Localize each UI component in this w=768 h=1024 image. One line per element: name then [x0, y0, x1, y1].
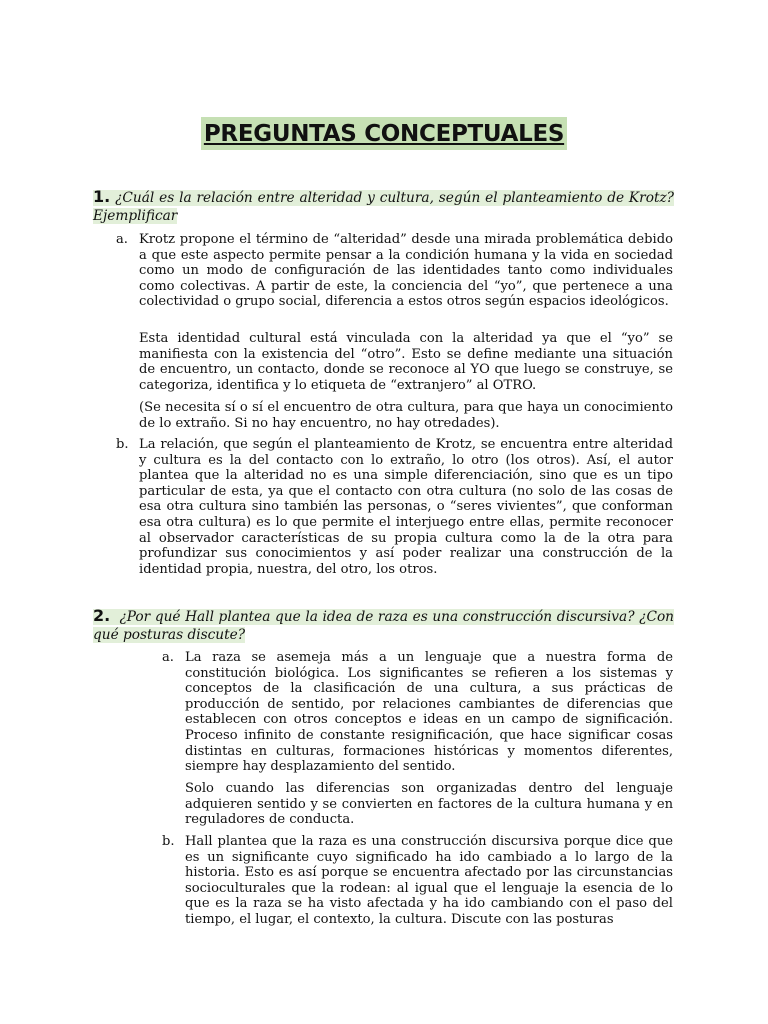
item-text: Hall plantea que la raza es una construcción discursiva porque dice que es un significante cuyo significado ha ido cambiado a lo largo de la historia. Esto es así porque se encuentra afectado por las circunstancias socioculturales que la rodean: al igual que el lenguaje la esencia de lo que es la raza se ha visto afectada y ha ido cambiando con el paso del tiempo, el lugar, el contexto, la cultura. Discute con las posturas	[185, 834, 673, 927]
question-1	[93, 188, 674, 225]
question-2	[93, 607, 674, 644]
paragraph-text: Solo cuando las diferencias son organizadas dentro del lenguaje adquieren sentido y se convierten en factores de la cultura humana y en reguladores de conducta.	[185, 781, 673, 828]
question-1-number: 1.	[93, 187, 111, 206]
question-2-paragraph-1	[185, 781, 673, 828]
paragraph-text: (Se necesita sí o sí el encuentro de otra cultura, para que haya un conocimiento de lo extraño. Si no hay encuentro, no hay otredades).	[139, 400, 673, 431]
question-1-text: ¿Cuál es la relación entre alteridad y cultura, según el planteamiento de Krotz? Ejemplificar	[93, 190, 674, 224]
item-label: a.	[162, 650, 174, 665]
question-1-item-a	[116, 232, 673, 310]
document-title: PREGUNTAS CONCEPTUALES	[201, 117, 567, 150]
question-1-paragraph-1	[139, 331, 673, 393]
question-1-paragraph-2	[139, 400, 673, 431]
question-2-item-a	[162, 650, 673, 775]
question-2-item-b	[162, 834, 673, 928]
paragraph-text: Esta identidad cultural está vinculada con la alteridad ya que el “yo” se manifiesta con la existencia del “otro”. Esto se define mediante una situación de encuentro, un contacto, donde se reconoce al YO que luego se construye, se categoriza, identifica y lo etiqueta de “extranjero” al OTRO.	[139, 331, 673, 393]
item-text: La relación, que según el planteamiento de Krotz, se encuentra entre alteridad y cultura es la del contacto con lo extraño, lo otro (los otros). Así, el autor plantea que la alteridad no es una simple diferenciación, sino que es un tipo particular de esta, ya que el contacto con otra cultura (no solo de las cosas de esa otra cultura sino también las personas, o “seres vivientes”, que conforman esa otra cultura) es lo que permite el interjuego entre ellas, permite reconocer al observador características de su propia cultura como la de la otra para profundizar sus conocimientos y así poder realizar una construcción de la identidad propia, nuestra, del otro, los otros.	[139, 437, 673, 577]
item-text: La raza se asemeja más a un lenguaje que a nuestra forma de constitución biológica. Los significantes se refieren a los sistemas y conceptos de la clasificación de una cultura, a sus prácticas de producción de sentido, por relaciones cambiantes de diferencias que establecen con otros conceptos e ideas en un campo de significación. Proceso infinito de constante resignificación, que hace significar cosas distintas en culturas, formaciones históricas y momentos diferentes, siempre hay desplazamiento del sentido.	[185, 650, 673, 775]
question-2-number: 2.	[93, 606, 111, 625]
item-label: b.	[162, 834, 175, 849]
item-text: Krotz propone el término de “alteridad” desde una mirada problemática debido a que este aspecto permite pensar a la condición humana y la vida en sociedad como un modo de configuración de las identidades tanto como individuales como colectivas. A partir de este, la conciencia del “yo”, que pertenece a una colectividad o grupo social, diferencia a estos otros según espacios ideológicos.	[139, 232, 673, 310]
question-1-item-b	[116, 437, 673, 577]
document-title-block	[0, 117, 768, 150]
question-2-text: ¿Por qué Hall plantea que la idea de raza es una construcción discursiva? ¿Con qué posturas discute?	[93, 609, 674, 643]
item-label: a.	[116, 232, 128, 247]
item-label: b.	[116, 437, 129, 452]
